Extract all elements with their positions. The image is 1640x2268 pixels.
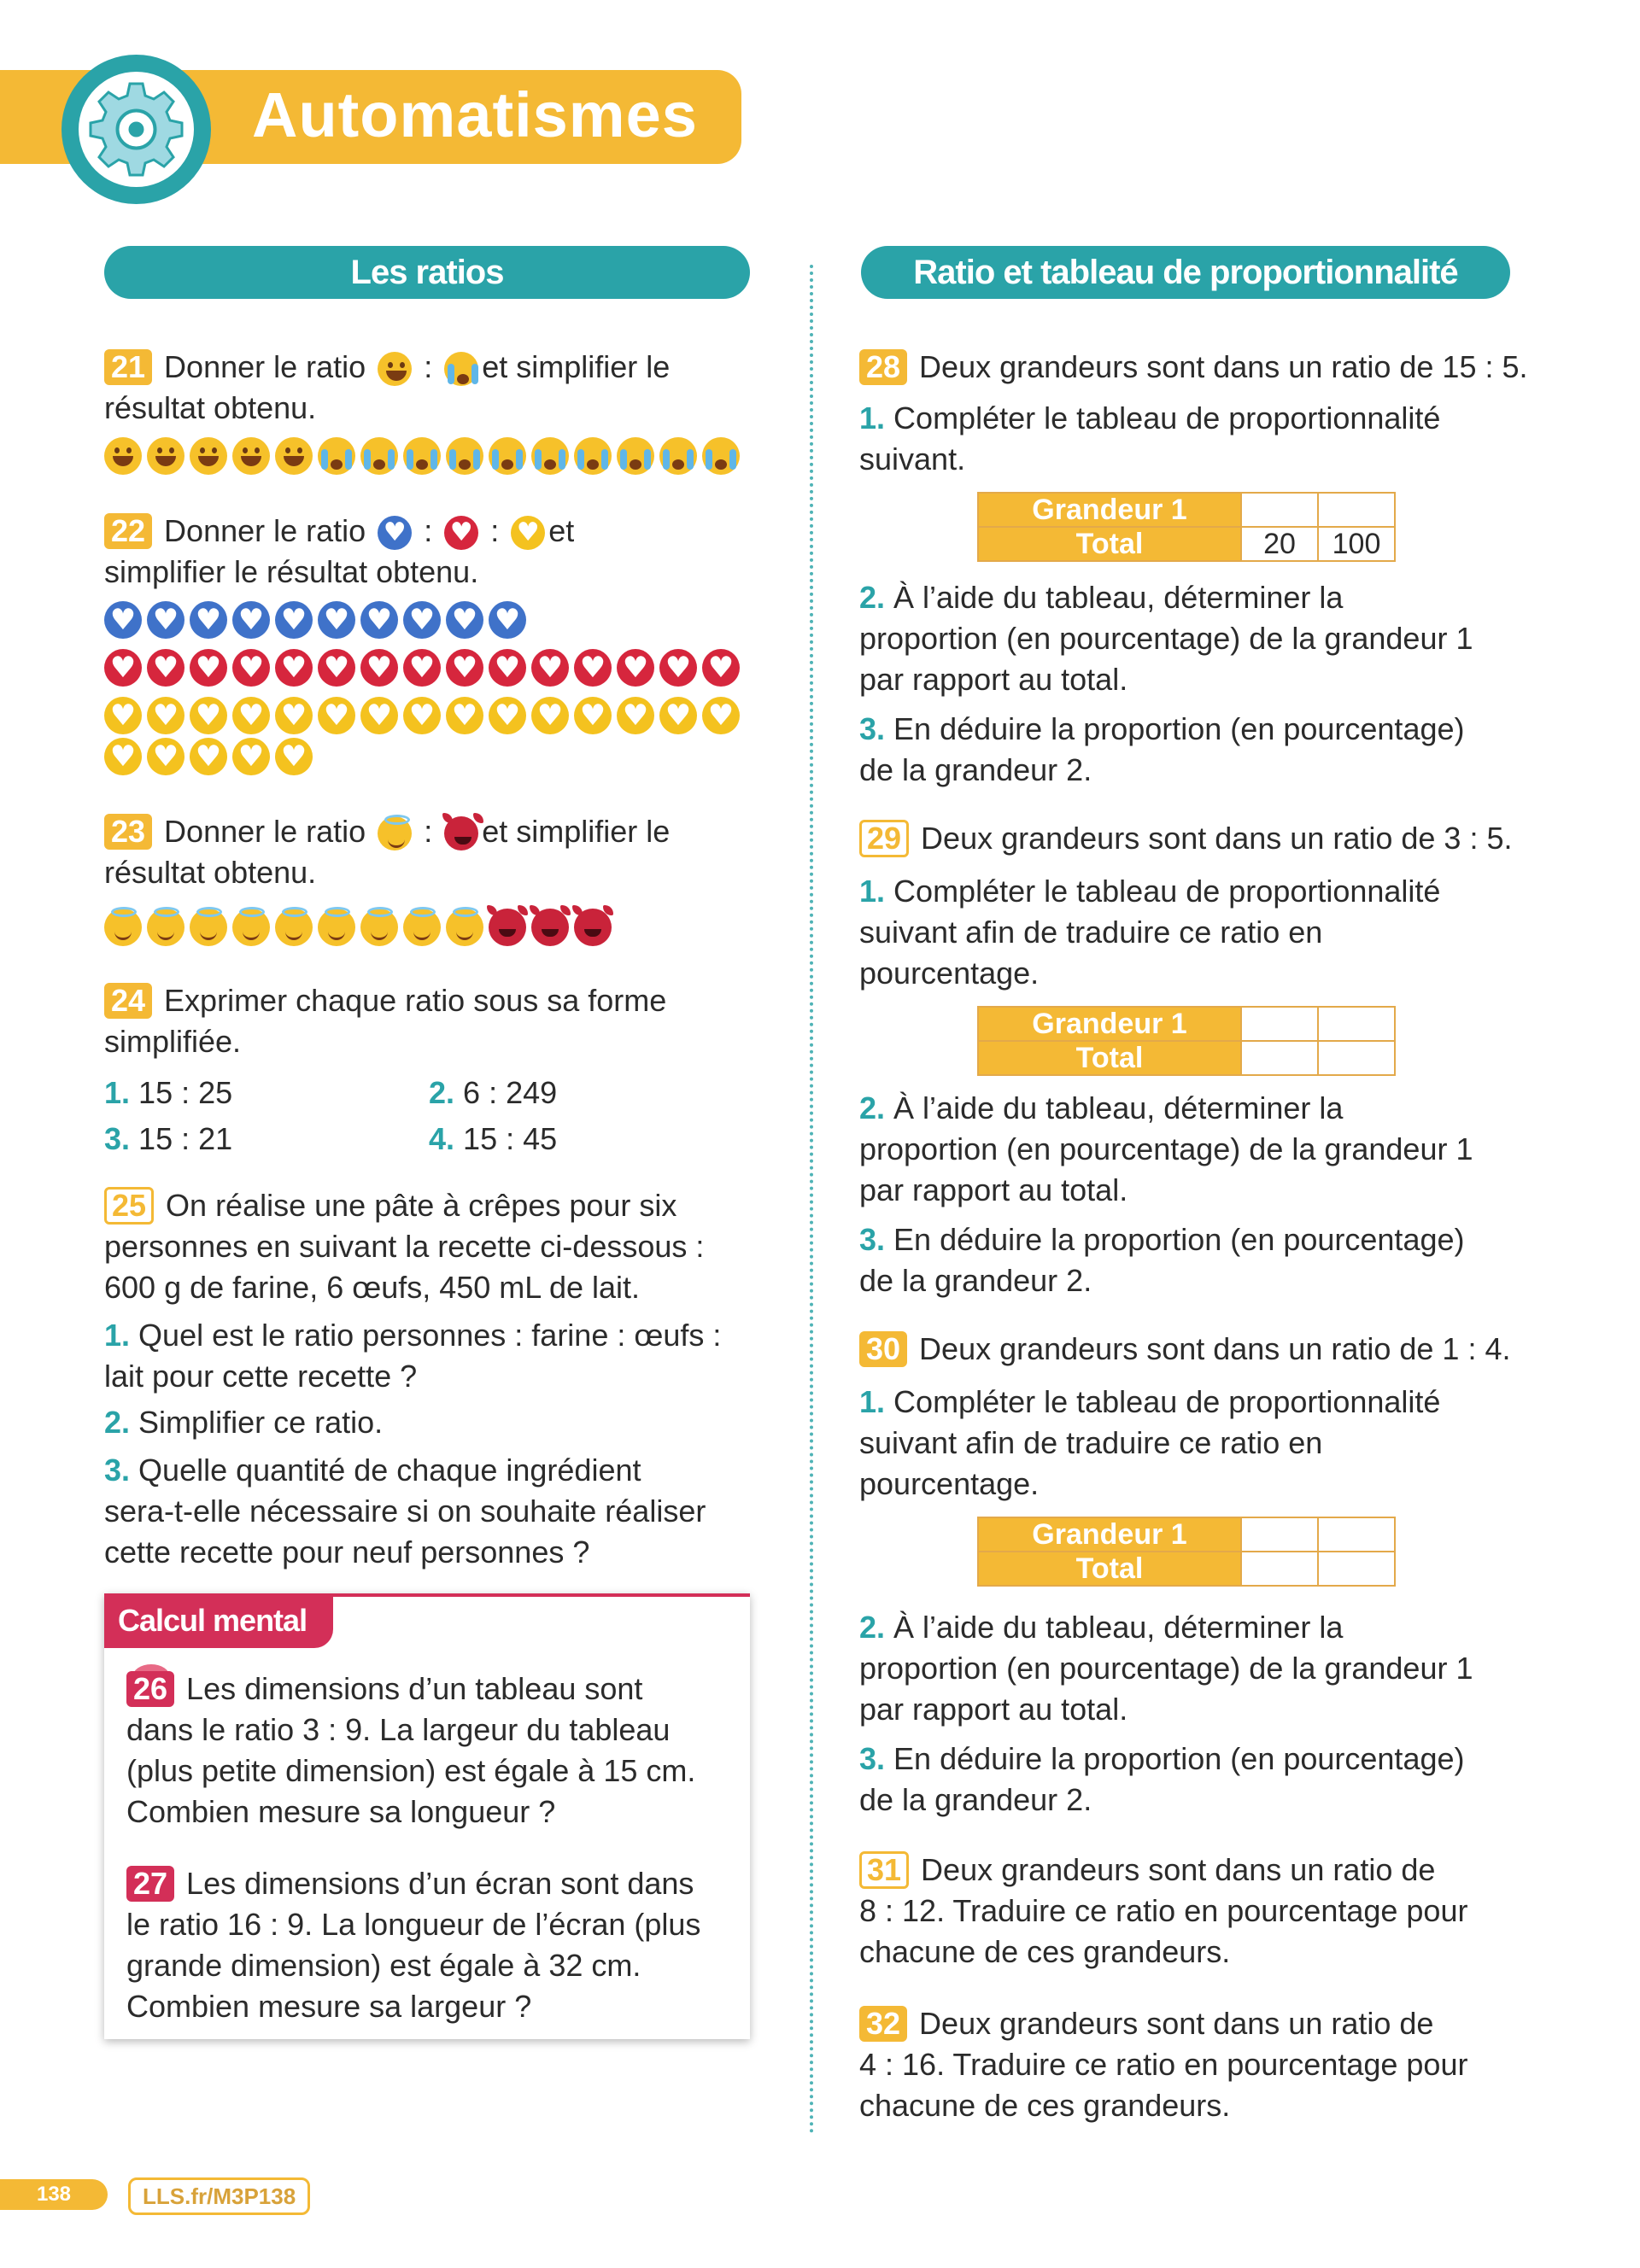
angel-face-icon xyxy=(360,909,398,946)
table-row-label: Total xyxy=(978,1041,1241,1075)
red-heart-icon xyxy=(147,649,184,687)
angel-face-icon xyxy=(275,909,313,946)
yellow-heart-icon xyxy=(531,697,569,734)
grinning-face-icon xyxy=(190,437,227,475)
yellow-heart-icon xyxy=(232,738,270,775)
yellow-heart-icon xyxy=(617,697,654,734)
proportion-table-28 xyxy=(977,492,1396,562)
red-heart-icon xyxy=(318,649,355,687)
table-cell[interactable] xyxy=(1318,493,1395,527)
angel-face-icon xyxy=(378,816,412,850)
yellow-heart-icon xyxy=(574,697,612,734)
exercise-23: 23 Donner le ratio : et simplifier le résultat obtenu. xyxy=(104,814,671,890)
exercise-28: 28 Deux grandeurs sont dans un ratio de 15 : 5. xyxy=(859,347,1528,388)
table-cell[interactable] xyxy=(1318,1552,1395,1586)
exercise-number: 23 xyxy=(104,814,152,850)
angel-face-icon xyxy=(232,909,270,946)
question-28-3: 3. En déduire la proportion (en pourcentage) de la grandeur 2. xyxy=(859,711,1465,787)
crying-face-icon xyxy=(531,437,569,475)
blue-heart-icon xyxy=(190,601,227,639)
angel-face-icon xyxy=(318,909,355,946)
gear-icon xyxy=(79,72,194,187)
yellow-heart-icon xyxy=(190,697,227,734)
exercise-number: 31 xyxy=(859,1851,909,1889)
devil-face-icon xyxy=(531,909,569,946)
table-cell[interactable] xyxy=(1241,1517,1318,1552)
crying-face-icon xyxy=(489,437,526,475)
exercise-29: 29 Deux grandeurs sont dans un ratio de 3 : 5. xyxy=(859,818,1512,859)
table-row-label: Grandeur 1 xyxy=(978,1007,1241,1041)
crying-face-icon xyxy=(360,437,398,475)
mental-calc-tab: Calcul mental xyxy=(104,1593,333,1648)
table-row-label: Grandeur 1 xyxy=(978,1517,1241,1552)
question-25-1: 1. Quel est le ratio personnes : farine : œufs : lait pour cette recette ? xyxy=(104,1318,722,1394)
question-25-2: 2. Simplifier ce ratio. xyxy=(104,1405,384,1440)
yellow-heart-icon xyxy=(147,738,184,775)
crying-face-icon xyxy=(444,352,478,386)
exercise-26: 26 Les dimensions d’un tableau sont dans le ratio 3 : 9. La largeur du tableau (plus petite dimension) est égale à 15 cm. Combien mesure sa longueur ? xyxy=(126,1671,696,1829)
yellow-heart-icon xyxy=(360,697,398,734)
exercise-25: 25 On réalise une pâte à crêpes pour six personnes en suivant la recette ci-dessous : 600 g de farine, 6 œufs, 450 mL de lait. xyxy=(104,1188,705,1305)
column-divider xyxy=(810,265,813,2135)
question-30-2: 2. À l’aide du tableau, déterminer la proportion (en pourcentage) de la grandeur 1 par rapport au total. xyxy=(859,1610,1473,1727)
crying-face-icon xyxy=(702,437,740,475)
red-heart-icon xyxy=(360,649,398,687)
grinning-face-icon xyxy=(232,437,270,475)
emoji-row-22-yellow-b xyxy=(104,738,313,775)
devil-face-icon xyxy=(489,909,526,946)
ratio-item: 3. 15 : 21 xyxy=(104,1121,233,1156)
yellow-heart-icon xyxy=(446,697,483,734)
grinning-face-icon xyxy=(378,352,412,386)
crying-face-icon xyxy=(446,437,483,475)
table-cell[interactable] xyxy=(1318,1517,1395,1552)
section-title-proportion: Ratio et tableau de proportionnalité xyxy=(861,246,1510,299)
yellow-heart-icon xyxy=(232,697,270,734)
yellow-heart-icon xyxy=(275,697,313,734)
question-29-3: 3. En déduire la proportion (en pourcentage) de la grandeur 2. xyxy=(859,1222,1465,1298)
ratio-item: 2. 6 : 249 xyxy=(429,1075,558,1110)
resource-link[interactable]: LLS.fr/M3P138 xyxy=(128,2177,310,2215)
angel-face-icon xyxy=(446,909,483,946)
proportion-table-30 xyxy=(977,1517,1396,1587)
angel-face-icon xyxy=(190,909,227,946)
emoji-row-21 xyxy=(104,437,740,475)
table-cell[interactable] xyxy=(1241,493,1318,527)
yellow-heart-icon xyxy=(702,697,740,734)
page-title: Automatismes xyxy=(252,79,698,150)
blue-heart-icon xyxy=(446,601,483,639)
table-cell: 20 xyxy=(1241,527,1318,561)
yellow-heart-icon xyxy=(403,697,441,734)
red-heart-icon xyxy=(444,516,478,550)
proportion-table-29 xyxy=(977,1006,1396,1076)
yellow-heart-icon xyxy=(489,697,526,734)
grinning-face-icon xyxy=(104,437,142,475)
blue-heart-icon xyxy=(275,601,313,639)
exercise-number: 30 xyxy=(859,1331,907,1367)
emoji-row-22-yellow-a xyxy=(104,697,740,734)
exercise-32: 32 Deux grandeurs sont dans un ratio de 4 : 16. Traduire ce ratio en pourcentage pour chacune de ces grandeurs. xyxy=(859,2006,1468,2123)
table-cell[interactable] xyxy=(1318,1007,1395,1041)
yellow-heart-icon xyxy=(147,697,184,734)
exercise-24: 24 Exprimer chaque ratio sous sa forme simplifiée. xyxy=(104,983,667,1059)
red-heart-icon xyxy=(104,649,142,687)
emoji-row-22-red xyxy=(104,649,740,687)
grinning-face-icon xyxy=(275,437,313,475)
table-row-label: Total xyxy=(978,527,1241,561)
exercise-21: 21 Donner le ratio : et simplifier le résultat obtenu. xyxy=(104,349,671,425)
exercise-number: 29 xyxy=(859,820,909,857)
question-30-1: 1. Compléter le tableau de proportionnalité suivant afin de traduire ce ratio en pourcentage. xyxy=(859,1384,1441,1501)
table-row-label: Total xyxy=(978,1552,1241,1586)
page-number: 138 xyxy=(0,2179,108,2210)
exercise-27: 27 Les dimensions d’un écran sont dans le ratio 16 : 9. La longueur de l’écran (plus grande dimension) est égale à 32 cm. Combien mesure sa largeur ? xyxy=(126,1866,701,2024)
exercise-31: 31 Deux grandeurs sont dans un ratio de 8 : 12. Traduire ce ratio en pourcentage pour chacune de ces grandeurs. xyxy=(859,1852,1468,1969)
exercise-22: 22 Donner le ratio ♥ : ♥ : ♥et simplifier le résultat obtenu. xyxy=(104,511,574,593)
crying-face-icon xyxy=(617,437,654,475)
exercise-number: 28 xyxy=(859,349,907,385)
yellow-heart-icon xyxy=(104,697,142,734)
blue-heart-icon xyxy=(318,601,355,639)
red-heart-icon xyxy=(659,649,697,687)
crying-face-icon xyxy=(659,437,697,475)
blue-heart-icon xyxy=(378,516,412,550)
table-row-label: Grandeur 1 xyxy=(978,493,1241,527)
red-heart-icon xyxy=(574,649,612,687)
yellow-heart-icon xyxy=(275,738,313,775)
exercise-number: 32 xyxy=(859,2006,907,2042)
question-29-2: 2. À l’aide du tableau, déterminer la proportion (en pourcentage) de la grandeur 1 par rapport au total. xyxy=(859,1090,1473,1207)
question-25-3: 3. Quelle quantité de chaque ingrédient sera-t-elle nécessaire si on souhaite réaliser cette recette pour neuf personnes ? xyxy=(104,1453,706,1569)
yellow-heart-icon xyxy=(190,738,227,775)
table-cell[interactable] xyxy=(1241,1007,1318,1041)
question-28-2: 2. À l’aide du tableau, déterminer la proportion (en pourcentage) de la grandeur 1 par rapport au total. xyxy=(859,580,1473,697)
red-heart-icon xyxy=(617,649,654,687)
question-30-3: 3. En déduire la proportion (en pourcentage) de la grandeur 2. xyxy=(859,1741,1465,1817)
ratio-item: 1. 15 : 25 xyxy=(104,1075,233,1110)
red-heart-icon xyxy=(489,649,526,687)
table-cell[interactable] xyxy=(1241,1041,1318,1075)
red-heart-icon xyxy=(190,649,227,687)
question-28-1: 1. Compléter le tableau de proportionnalité suivant. xyxy=(859,400,1441,476)
crying-face-icon xyxy=(403,437,441,475)
yellow-heart-icon xyxy=(318,697,355,734)
red-heart-icon xyxy=(531,649,569,687)
red-heart-icon xyxy=(403,649,441,687)
red-heart-icon xyxy=(446,649,483,687)
section-title-ratios: Les ratios xyxy=(104,246,750,299)
emoji-row-23 xyxy=(104,909,612,946)
angel-face-icon xyxy=(147,909,184,946)
exercise-30: 30 Deux grandeurs sont dans un ratio de 1 : 4. xyxy=(859,1329,1510,1370)
blue-heart-icon xyxy=(147,601,184,639)
question-29-1: 1. Compléter le tableau de proportionnalité suivant afin de traduire ce ratio en pourcentage. xyxy=(859,874,1441,991)
yellow-heart-icon xyxy=(659,697,697,734)
blue-heart-icon xyxy=(232,601,270,639)
exercise-number: 21 xyxy=(104,349,152,385)
blue-heart-icon xyxy=(403,601,441,639)
red-heart-icon xyxy=(275,649,313,687)
table-cell[interactable] xyxy=(1318,1041,1395,1075)
red-heart-icon xyxy=(232,649,270,687)
table-cell[interactable] xyxy=(1241,1552,1318,1586)
emoji-row-22-blue xyxy=(104,601,526,639)
blue-heart-icon xyxy=(104,601,142,639)
exercise-number: 24 xyxy=(104,983,152,1019)
yellow-heart-icon xyxy=(511,516,545,550)
blue-heart-icon xyxy=(489,601,526,639)
grinning-face-icon xyxy=(147,437,184,475)
red-heart-icon xyxy=(702,649,740,687)
exercise-number: 22 xyxy=(104,513,152,549)
table-cell: 100 xyxy=(1318,527,1395,561)
angel-face-icon xyxy=(403,909,441,946)
ratio-item: 4. 15 : 45 xyxy=(429,1121,558,1156)
yellow-heart-icon xyxy=(104,738,142,775)
devil-face-icon xyxy=(574,909,612,946)
crying-face-icon xyxy=(574,437,612,475)
blue-heart-icon xyxy=(360,601,398,639)
exercise-number: 26 xyxy=(126,1671,174,1707)
crying-face-icon xyxy=(318,437,355,475)
exercise-number: 25 xyxy=(104,1187,154,1225)
devil-face-icon xyxy=(444,816,478,850)
exercise-number: 27 xyxy=(126,1866,174,1902)
angel-face-icon xyxy=(104,909,142,946)
